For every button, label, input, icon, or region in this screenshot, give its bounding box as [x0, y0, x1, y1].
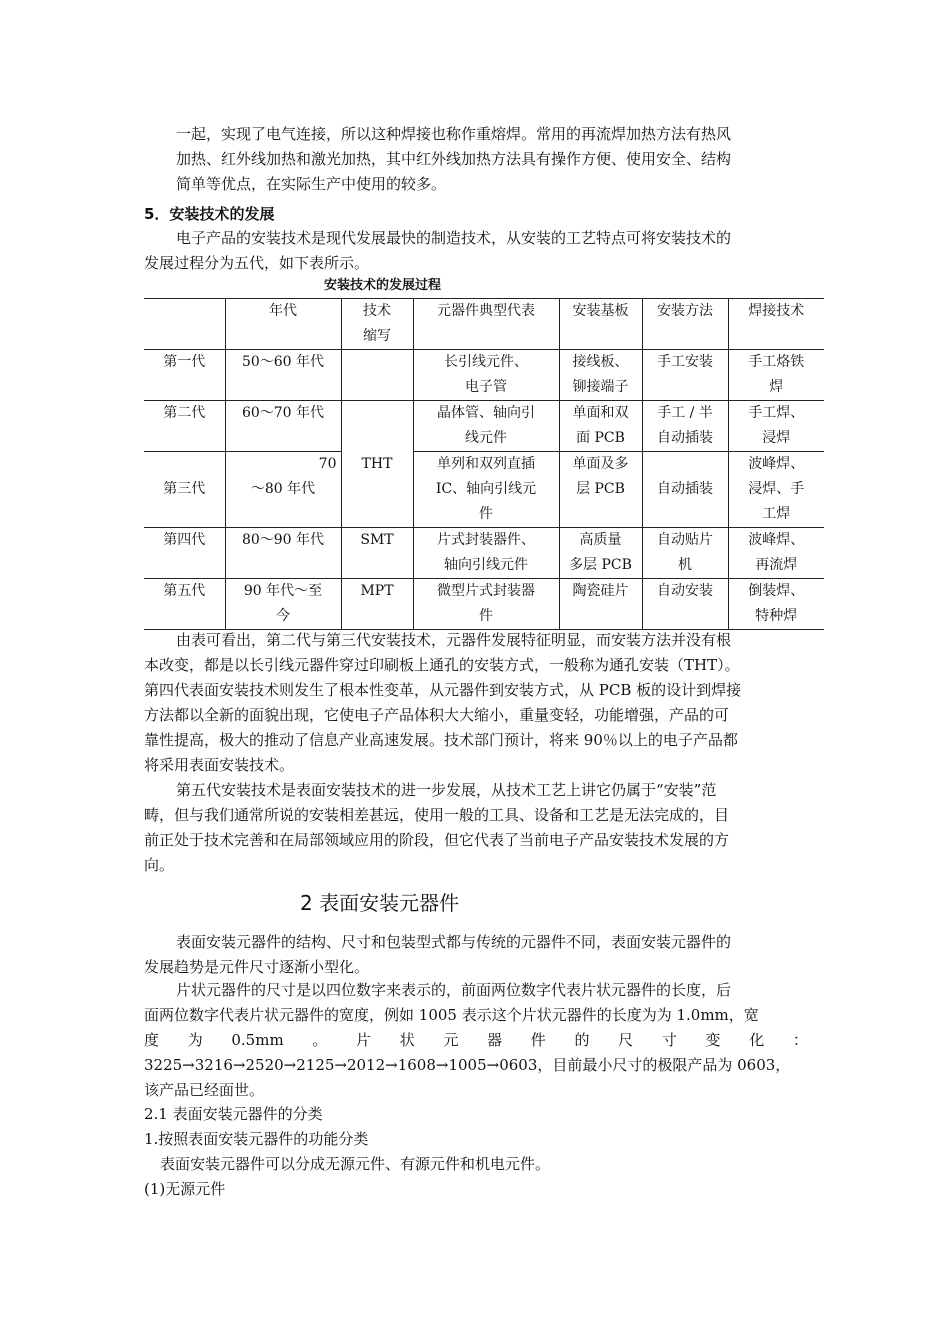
- spread-text-line: 度 为 0.5mm 。 片 状 元 器 件 的 尺 寸 变 化 ：: [144, 1031, 808, 1049]
- header-cell: 技术 缩写: [341, 299, 413, 350]
- header-cell: 元器件典型代表: [413, 299, 559, 350]
- text-line: 由表可看出，第二代与第三代安装技术，元器件发展特征明显，而安装方法并没有根: [176, 631, 732, 649]
- components-cell: 微型片式封装器 件: [413, 579, 559, 630]
- text-line: 发展趋势是元件尺寸逐渐小型化。: [144, 958, 370, 976]
- text-line: 面两位数字代表片状元器件的宽度，例如 1005 表示这个片状元器件的长度为为 1.0mm，宽: [144, 1006, 759, 1024]
- text-line: 3225→3216→2520→2125→2012→1608→1005→0603，目前最小尺寸的极限产品为 0603，: [144, 1056, 791, 1074]
- abbr-cell: MPT: [341, 579, 413, 630]
- method-cell: 自动贴片 机: [642, 528, 728, 579]
- welding-cell: 波峰焊、 再流焊: [728, 528, 824, 579]
- text-line: 向。: [144, 856, 175, 874]
- substrate-cell: 陶瓷硅片: [559, 579, 642, 630]
- method-cell: 自动安装: [642, 579, 728, 630]
- substrate-cell: 接线板、 铆接端子: [559, 350, 642, 401]
- subsection-heading: 1.按照表面安装元器件的功能分类: [144, 1130, 369, 1148]
- header-cell: 焊接技术: [728, 299, 824, 350]
- method-cell: 手工 / 半 自动插装: [642, 401, 728, 452]
- text-line: 发展过程分为五代，如下表所示。: [144, 254, 370, 272]
- era-cell: 70 ～80 年代: [225, 452, 341, 528]
- gen-cell: 第四代: [144, 528, 225, 579]
- gen-cell: 第一代: [144, 350, 225, 401]
- era-cell: 90 年代～至 今: [225, 579, 341, 630]
- text-line: 将采用表面安装技术。: [144, 756, 295, 774]
- text-line: 畴，但与我们通常所说的安装相差甚远，使用一般的工具、设备和工艺是无法完成的，目: [144, 806, 730, 824]
- analysis-paragraph-1: [144, 628, 808, 778]
- text-line: 一起，实现了电气连接，所以这种焊接也称作重熔焊。常用的再流焊加热方法有热风: [176, 125, 732, 143]
- installation-technology-table: [144, 298, 824, 630]
- table-caption: 安装技术的发展过程: [324, 278, 442, 293]
- table-row: [144, 350, 824, 401]
- header-cell: 安装方法: [642, 299, 728, 350]
- gen-cell: 第三代: [144, 452, 225, 528]
- table-header-row: [144, 299, 824, 350]
- components-cell: 晶体管、轴向引 线元件: [413, 401, 559, 452]
- abbr-cell: [341, 350, 413, 401]
- analysis-paragraph-2: [144, 778, 808, 878]
- table-row: [144, 579, 824, 630]
- smd-paragraph-2: [144, 978, 808, 1103]
- components-cell: 长引线元件、 电子管: [413, 350, 559, 401]
- header-cell: 安装基板: [559, 299, 642, 350]
- section-heading-5: 5．安装技术的发展: [144, 205, 275, 223]
- welding-cell: 波峰焊、 浸焊、手 工焊: [728, 452, 824, 528]
- substrate-cell: 单面和双 面 PCB: [559, 401, 642, 452]
- text-line: 第四代表面安装技术则发生了根本性变革，从元器件到安装方式，从 PCB 板的设计到焊接: [144, 681, 742, 699]
- components-cell: 单列和双列直插 IC、轴向引线元 件: [413, 452, 559, 528]
- header-cell: [144, 299, 225, 350]
- section5-paragraph: [144, 226, 808, 276]
- text-line: 本改变，都是以长引线元器件穿过印刷板上通孔的安装方式，一般称为通孔安装（THT）。: [144, 656, 740, 674]
- smd-paragraph-1: [144, 930, 808, 980]
- text-line: 简单等优点，在实际生产中使用的较多。: [176, 175, 447, 193]
- header-cell: 年代: [225, 299, 341, 350]
- intro-paragraph: [176, 122, 808, 197]
- body-text-line: 表面安装元器件可以分成无源元件、有源元件和机电元件。: [160, 1155, 551, 1173]
- subsection-heading: (1)无源元件: [144, 1180, 226, 1198]
- text-line: 加热、红外线加热和激光加热，其中红外线加热方法具有操作方便、使用安全、结构: [176, 150, 732, 168]
- era-cell: 80～90 年代: [225, 528, 341, 579]
- table-row: [144, 452, 824, 528]
- text-line: 前正处于技术完善和在局部领域应用的阶段，但它代表了当前电子产品安装技术发展的方: [144, 831, 730, 849]
- text-line: 靠性提高，极大的推动了信息产业高速发展。技术部门预计，将来 90％以上的电子产品都: [144, 731, 738, 749]
- text-line: 方法都以全新的面貌出现，它使电子产品体积大大缩小，重量变轻，功能增强，产品的可: [144, 706, 730, 724]
- method-cell: 手工安装: [642, 350, 728, 401]
- abbr-cell: THT: [341, 401, 413, 528]
- text-line: 电子产品的安装技术是现代发展最快的制造技术，从安装的工艺特点可将安装技术的: [176, 229, 732, 247]
- text-line: 表面安装元器件的结构、尺寸和包装型式都与传统的元器件不同，表面安装元器件的: [176, 933, 732, 951]
- text-line: 该产品已经面世。: [144, 1081, 265, 1099]
- era-cell: 60～70 年代: [225, 401, 341, 452]
- components-cell: 片式封装器件、 轴向引线元件: [413, 528, 559, 579]
- substrate-cell: 单面及多 层 PCB: [559, 452, 642, 528]
- subsection-heading: 2.1 表面安装元器件的分类: [144, 1105, 323, 1123]
- era-cell: 50～60 年代: [225, 350, 341, 401]
- text-line: 片状元器件的尺寸是以四位数字来表示的，前面两位数字代表片状元器件的长度，后: [176, 981, 732, 999]
- table-row: [144, 401, 824, 452]
- chapter-title: 2 表面安装元器件: [300, 891, 460, 915]
- welding-cell: 手工烙铁 焊: [728, 350, 824, 401]
- abbr-cell: SMT: [341, 528, 413, 579]
- table-row: [144, 528, 824, 579]
- substrate-cell: 高质量 多层 PCB: [559, 528, 642, 579]
- method-cell: 自动插装: [642, 452, 728, 528]
- text-line: 第五代安装技术是表面安装技术的进一步发展，从技术工艺上讲它仍属于“安装”范: [176, 781, 717, 799]
- welding-cell: 手工焊、 浸焊: [728, 401, 824, 452]
- gen-cell: 第二代: [144, 401, 225, 452]
- welding-cell: 倒装焊、 特种焊: [728, 579, 824, 630]
- gen-cell: 第五代: [144, 579, 225, 630]
